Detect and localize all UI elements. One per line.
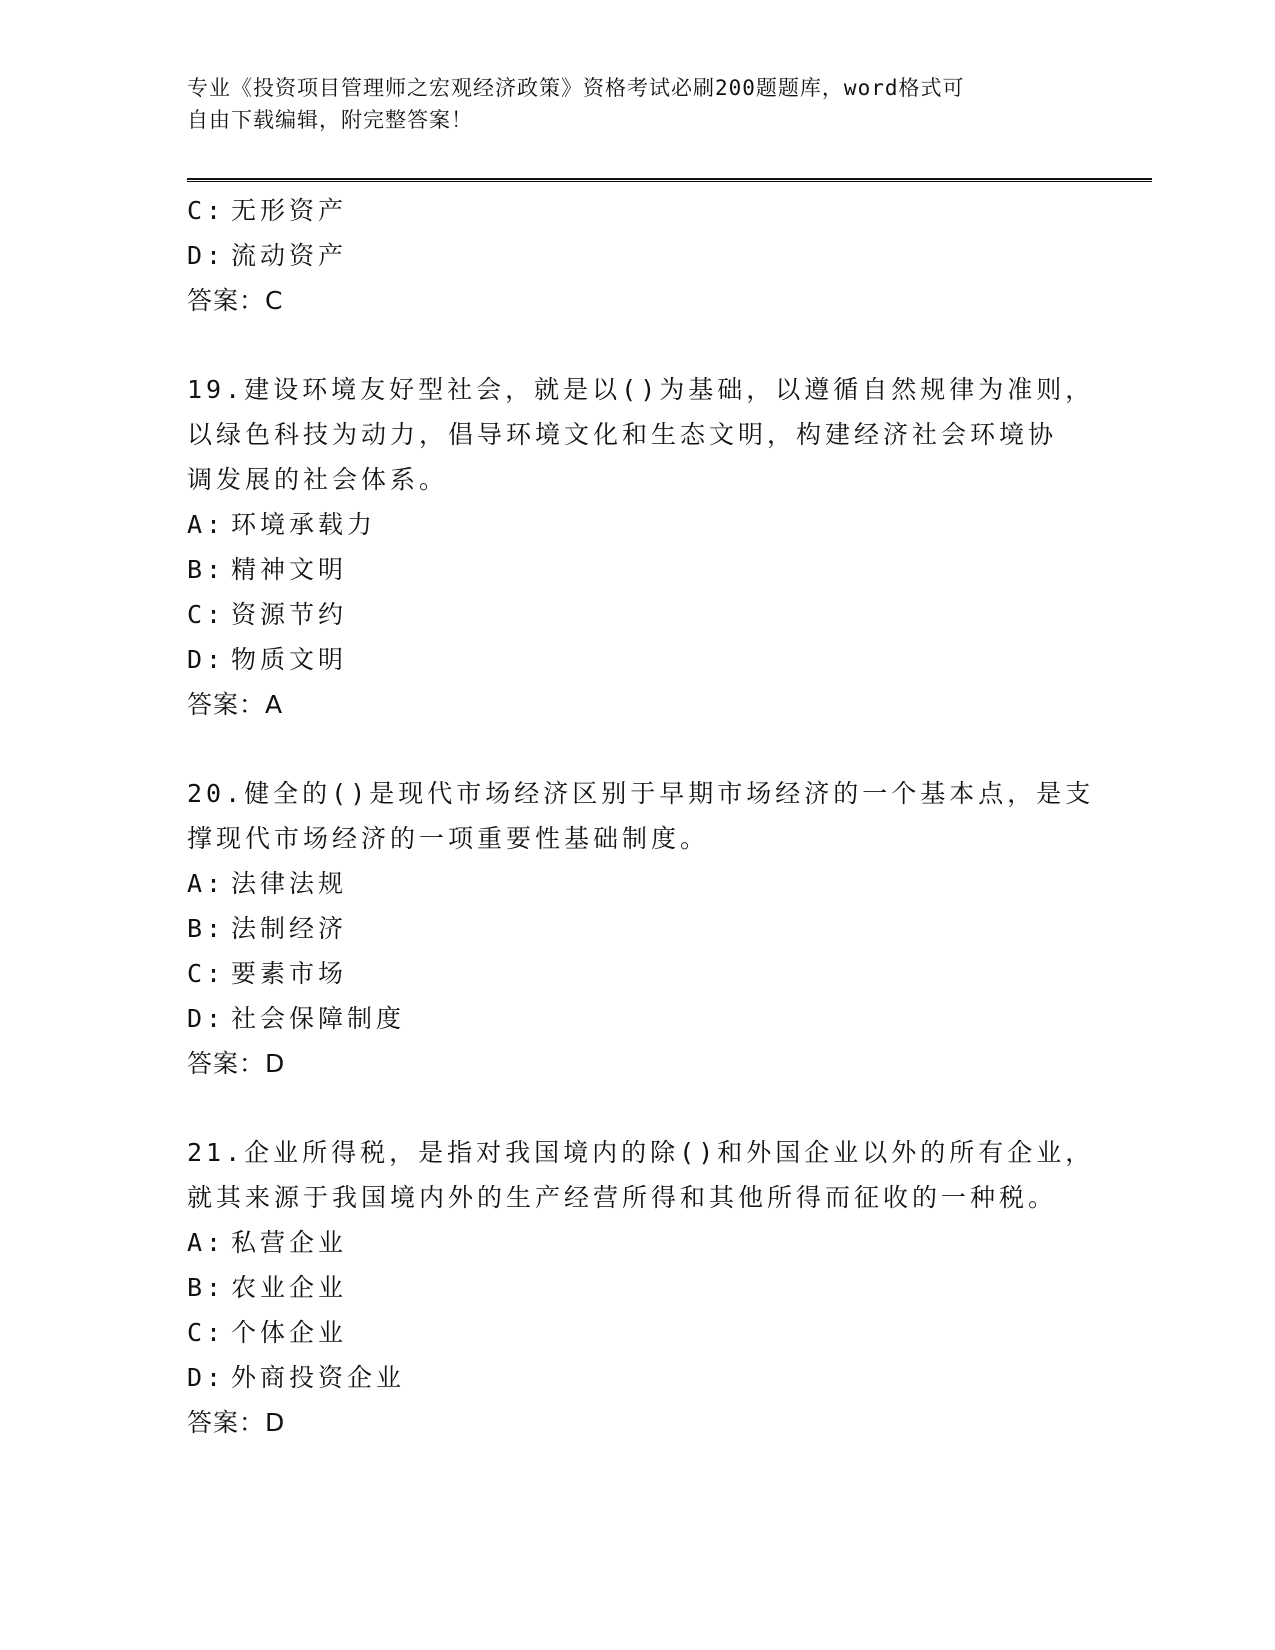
option-a: [187, 502, 1087, 547]
option-letter: B:: [187, 914, 226, 943]
option-a: [187, 1220, 1087, 1265]
option-b: [187, 547, 1087, 592]
option-letter: C:: [187, 1318, 226, 1347]
option-text: 法制经济: [231, 914, 348, 943]
question-text-line: 撑现代市场经济的一项重要性基础制度。: [187, 824, 710, 853]
answer-line: 答案：A: [187, 690, 284, 719]
option-letter: C:: [187, 600, 226, 629]
option-text: 法律法规: [231, 869, 348, 898]
option-text: 无形资产: [231, 196, 348, 225]
question-text-line: 以绿色科技为动力，倡导环境文化和生态文明，构建经济社会环境协: [187, 420, 1058, 449]
page-header: [187, 72, 1067, 136]
option-c: [187, 951, 1087, 996]
option-text: 精神文明: [231, 555, 348, 584]
question-text-line: 20.健全的()是现代市场经济区别于早期市场经济的一个基本点，是支: [187, 779, 1095, 808]
answer-line: 答案：D: [187, 1408, 286, 1437]
header-line-1: 专业《投资项目管理师之宏观经济政策》资格考试必刷200题题库，word格式可: [187, 76, 965, 100]
header-divider: [187, 178, 1152, 182]
option-letter: D:: [187, 1363, 226, 1392]
option-letter: C:: [187, 196, 226, 225]
option-c: [187, 188, 1087, 233]
header-line-2: 自由下载编辑，附完整答案！: [187, 108, 473, 132]
question-list: [187, 188, 1095, 1445]
option-d: [187, 233, 1087, 278]
option-letter: B:: [187, 1273, 226, 1302]
question-20: [187, 771, 1095, 1086]
question-text-line: 21.企业所得税，是指对我国境内的除()和外国企业以外的所有企业，: [187, 1138, 1095, 1167]
option-b: [187, 906, 1087, 951]
option-text: 农业企业: [231, 1273, 348, 1302]
question-21: [187, 1130, 1095, 1445]
option-letter: A:: [187, 869, 226, 898]
option-letter: D:: [187, 241, 226, 270]
answer-line: 答案：D: [187, 1049, 286, 1078]
option-text: 流动资产: [231, 241, 348, 270]
option-c: [187, 592, 1087, 637]
option-a: [187, 861, 1087, 906]
option-d: [187, 637, 1087, 682]
answer-line: 答案：C: [187, 286, 284, 315]
option-text: 个体企业: [231, 1318, 348, 1347]
question-text-line: 调发展的社会体系。: [187, 465, 449, 494]
question-19: [187, 367, 1095, 727]
option-c: [187, 1310, 1087, 1355]
option-d: [187, 1355, 1087, 1400]
option-text: 私营企业: [231, 1228, 348, 1257]
option-letter: D:: [187, 645, 226, 674]
option-text: 要素市场: [231, 959, 348, 988]
option-text: 外商投资企业: [231, 1363, 406, 1392]
option-letter: D:: [187, 1004, 226, 1033]
question-text-line: 19.建设环境友好型社会，就是以()为基础，以遵循自然规律为准则，: [187, 375, 1095, 404]
previous-question-tail: [187, 188, 1087, 323]
option-letter: A:: [187, 510, 226, 539]
option-text: 资源节约: [231, 600, 348, 629]
option-letter: B:: [187, 555, 226, 584]
option-text: 社会保障制度: [231, 1004, 406, 1033]
option-letter: C:: [187, 959, 226, 988]
option-b: [187, 1265, 1087, 1310]
option-letter: A:: [187, 1228, 226, 1257]
question-text-line: 就其来源于我国境内外的生产经营所得和其他所得而征收的一种税。: [187, 1183, 1058, 1212]
option-text: 环境承载力: [231, 510, 377, 539]
option-d: [187, 996, 1087, 1041]
option-text: 物质文明: [231, 645, 348, 674]
